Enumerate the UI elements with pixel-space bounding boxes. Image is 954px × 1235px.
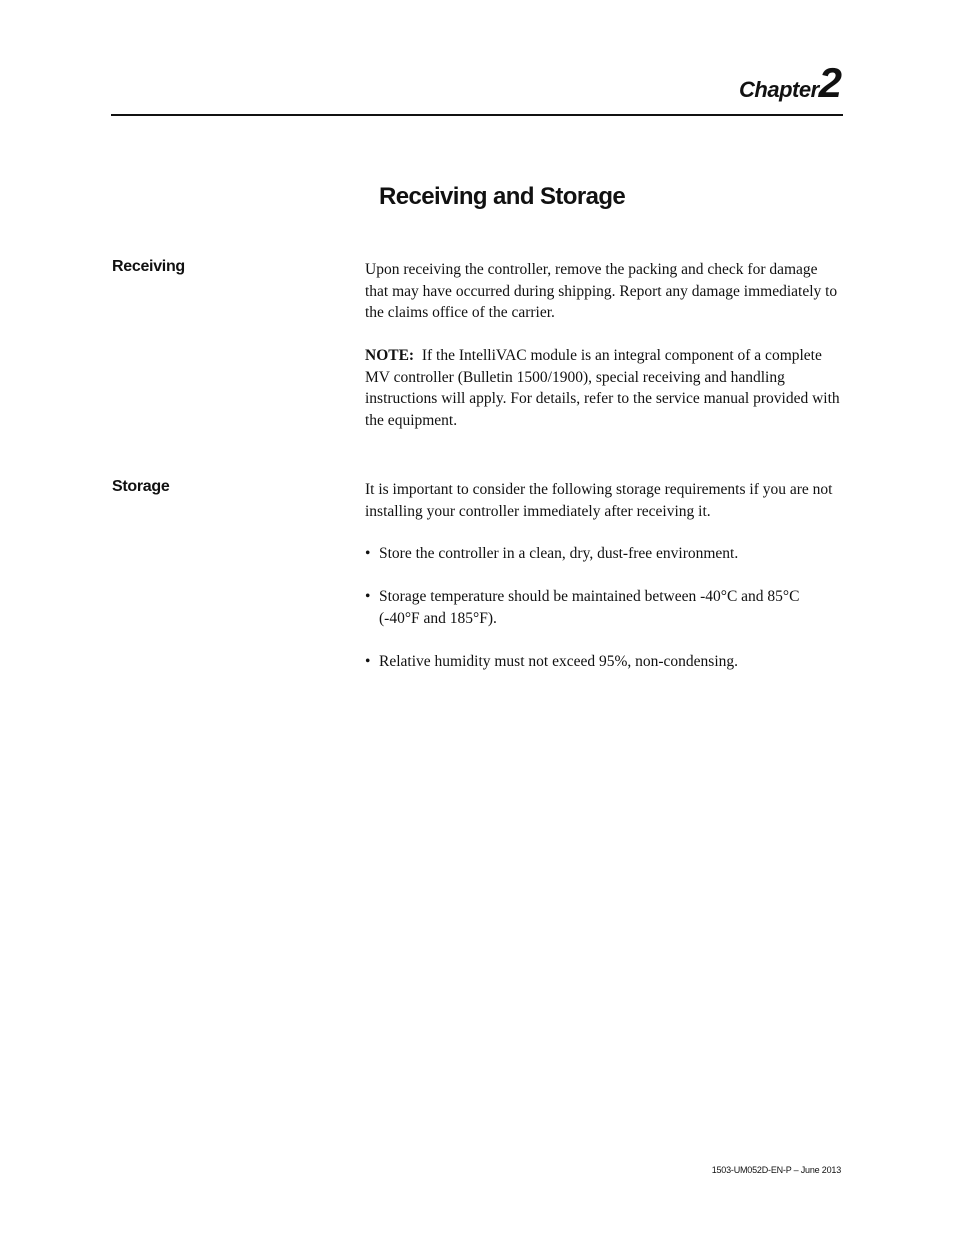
- header-rule: [111, 114, 843, 116]
- note-label: NOTE:: [365, 347, 415, 364]
- storage-heading: Storage: [112, 478, 170, 495]
- page-title: Receiving and Storage: [379, 183, 626, 210]
- chapter-label: Chapter: [739, 77, 819, 102]
- list-item: [365, 651, 843, 673]
- receiving-paragraph: Upon receiving the controller, remove the packing and check for damage that may have occurred during shipping. Report any damage immediately to the claims office of the carrier.: [365, 261, 838, 321]
- storage-intro: It is important to consider the following storage requirements if you are not installing your controller immediately after receiving it.: [365, 481, 833, 520]
- receiving-note: [365, 345, 843, 431]
- note-text: If the IntelliVAC module is an integral component of a complete MV controller (Bulletin 1500/1900), special receiving and handling instructions will apply. For details, refer to the service manual provided with the equipment.: [365, 347, 840, 429]
- receiving-heading: Receiving: [112, 258, 185, 275]
- bullet-text: Relative humidity must not exceed 95%, non-condensing.: [379, 653, 739, 670]
- bullet-icon: •: [365, 588, 371, 605]
- chapter-header: [739, 59, 842, 106]
- list-item: [365, 586, 843, 629]
- bullet-icon: •: [365, 545, 371, 562]
- bullet-text: Storage temperature should be maintained between -40°C and 85°C (-40°F and 185°F).: [379, 588, 800, 627]
- chapter-number: 2: [818, 59, 842, 106]
- bullet-text: Store the controller in a clean, dry, dust-free environment.: [379, 545, 739, 562]
- bullet-icon: •: [365, 653, 371, 670]
- page-footer: 1503-UM052D-EN-P – June 2013: [711, 1165, 841, 1175]
- list-item: [365, 543, 843, 565]
